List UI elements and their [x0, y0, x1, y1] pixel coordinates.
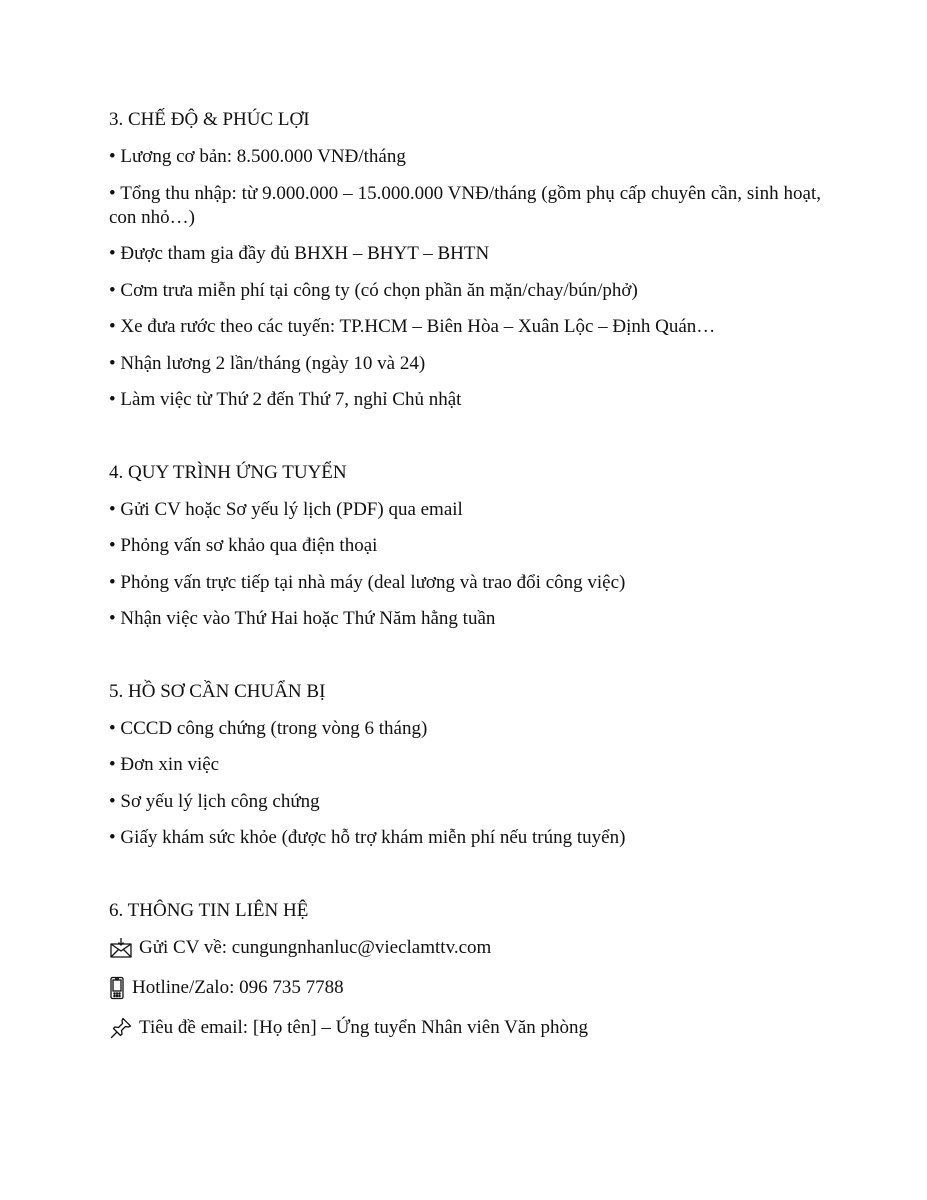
list-item: • Nhận việc vào Thứ Hai hoặc Thứ Năm hằng tuần — [109, 608, 496, 629]
section-heading: 3. CHẾ ĐỘ & PHÚC LỢI — [109, 109, 310, 130]
list-item: • Giấy khám sức khỏe (được hỗ trợ khám miễn phí nếu trúng tuyển) — [109, 827, 626, 848]
list-item: • Đơn xin việc — [109, 754, 220, 775]
section-application-process — [109, 461, 821, 632]
list-item: • Gửi CV hoặc Sơ yếu lý lịch (PDF) qua email — [109, 498, 463, 520]
list-item: • Được tham gia đầy đủ BHXH – BHYT – BHTN — [109, 243, 490, 264]
section-spacer — [109, 425, 821, 461]
list-item: • Tổng thu nhập: từ 9.000.000 – 15.000.000 VNĐ/tháng (gồm phụ cấp chuyên cần, sinh hoạt, con nhỏ…) — [109, 182, 821, 228]
contact-email-text: Gửi CV về: cungungnhanluc@vieclamttv.com — [139, 936, 492, 958]
mobile-phone-icon — [109, 976, 125, 1000]
section-spacer — [109, 644, 821, 680]
list-item: • Nhận lương 2 lần/tháng (ngày 10 và 24) — [109, 352, 426, 374]
list-item: • Làm việc từ Thứ 2 đến Thứ 7, nghỉ Chủ nhật — [109, 389, 462, 410]
section-spacer — [109, 863, 821, 899]
pushpin-icon — [109, 1016, 133, 1040]
contact-email-row — [109, 936, 821, 960]
document-page — [109, 108, 821, 1056]
section-heading: 5. HỒ SƠ CẦN CHUẨN BỊ — [109, 680, 326, 702]
list-item: • CCCD công chứng (trong vòng 6 tháng) — [109, 717, 428, 739]
contact-subject-row — [109, 1016, 821, 1040]
envelope-icon — [109, 936, 133, 960]
list-item: • Phỏng vấn sơ khảo qua điện thoại — [109, 535, 378, 556]
list-item: • Sơ yếu lý lịch công chứng — [109, 790, 320, 812]
section-heading: 4. QUY TRÌNH ỨNG TUYỂN — [109, 461, 347, 483]
list-item: • Phỏng vấn trực tiếp tại nhà máy (deal lương và trao đổi công việc) — [109, 571, 626, 593]
section-benefits — [109, 108, 821, 412]
contact-phone-text: Hotline/Zalo: 096 735 7788 — [132, 976, 344, 998]
list-item: • Lương cơ bản: 8.500.000 VNĐ/tháng — [109, 146, 406, 167]
list-item: • Xe đưa rước theo các tuyến: TP.HCM – Biên Hòa – Xuân Lộc – Định Quán… — [109, 316, 716, 337]
section-heading: 6. THÔNG TIN LIÊN HỆ — [109, 899, 309, 921]
section-required-documents — [109, 680, 821, 851]
contact-subject-text: Tiêu đề email: [Họ tên] – Ứng tuyển Nhân viên Văn phòng — [139, 1016, 589, 1038]
list-item: • Cơm trưa miễn phí tại công ty (có chọn phần ăn mặn/chay/bún/phở) — [109, 279, 638, 301]
section-contact — [109, 899, 821, 1040]
contact-phone-row — [109, 976, 821, 1000]
